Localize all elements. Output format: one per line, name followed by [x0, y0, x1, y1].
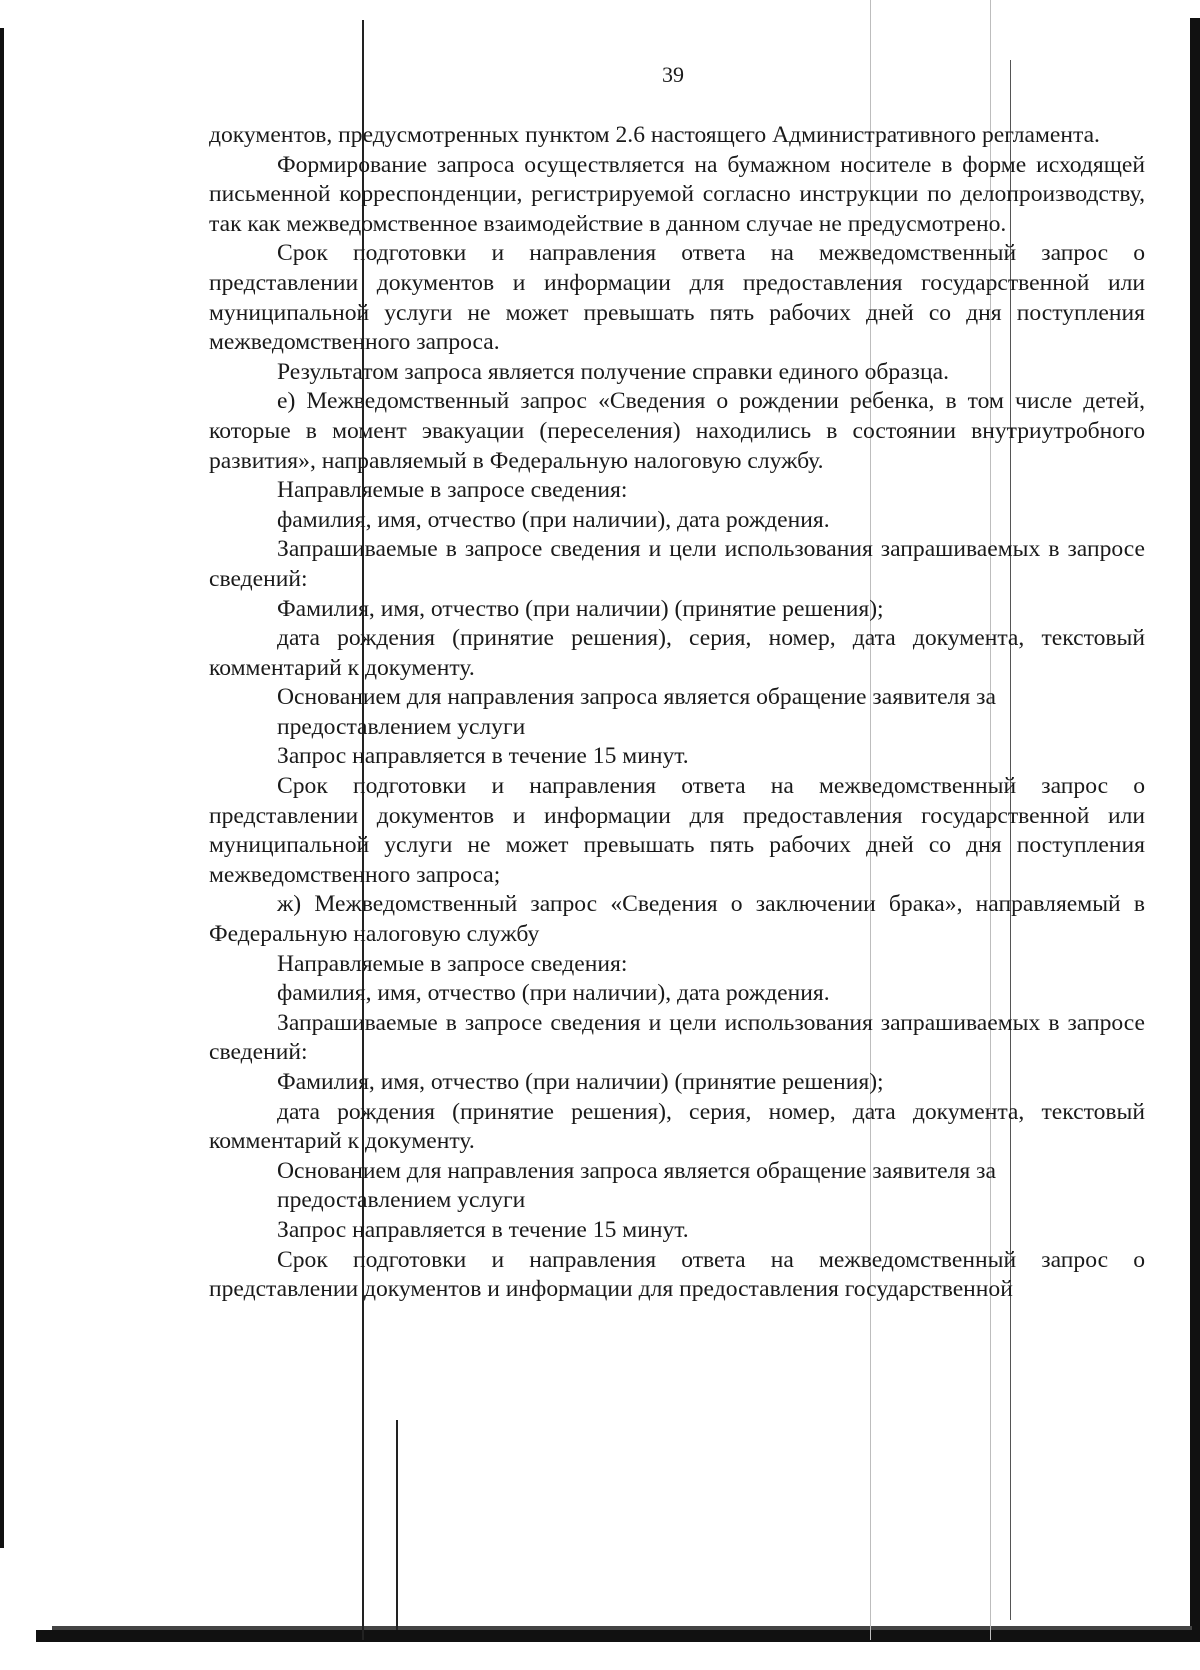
paragraph: Запрашиваемые в запросе сведения и цели использования запрашиваемых в запросе сведений: — [209, 1009, 1145, 1066]
paragraph: дата рождения (принятие решения), серия, номер, дата документа, текстовый комментарий к документу. — [209, 1098, 1145, 1155]
scan-fold-line-lower — [396, 1420, 398, 1630]
scan-edge-right — [1190, 18, 1200, 1640]
paragraph: фамилия, имя, отчество (при наличии), дата рождения. — [277, 980, 830, 1007]
paragraph: Срок подготовки и направления ответа на межведомственный запрос о представлении документов и информации для предоставления государственной — [209, 1246, 1145, 1303]
scan-edge-left — [0, 28, 4, 1548]
paragraph: Срок подготовки и направления ответа на межведомственный запрос о представлении документов и информации для предоставления государственной или муниципальной услуги не может превышать пять рабочих дней со дня поступления межведомственного запроса. — [209, 240, 1145, 356]
paragraph: Основанием для направления запроса является обращение заявителя за предоставлением услуги — [277, 684, 996, 740]
paragraph: Срок подготовки и направления ответа на межведомственный запрос о представлении документов и информации для предоставления государственной или муниципальной услуги не может превышать пять рабочих дней со дня поступления межведомственного запроса; — [209, 773, 1145, 888]
paragraph: документов, предусмотренных пунктом 2.6 настоящего Административного регламента. — [209, 122, 1100, 148]
page-number: 39 — [662, 62, 684, 87]
paragraph: Запрашиваемые в запросе сведения и цели использования запрашиваемых в запросе сведений: — [209, 536, 1145, 592]
paragraph: Фамилия, имя, отчество (при наличии) (принятие решения); — [277, 595, 884, 622]
paragraph: фамилия, имя, отчество (при наличии), дата рождения. — [277, 506, 830, 533]
paragraph: Результатом запроса является получение справки единого образца. — [277, 358, 949, 385]
paragraph: Направляемые в запросе сведения: — [277, 950, 628, 977]
scan-edge-bottom — [36, 1630, 1200, 1642]
paragraph: Направляемые в запросе сведения: — [277, 477, 628, 504]
paragraph: Формирование запроса осуществляется на бумажном носителе в форме исходящей письменной корреспонденции, регистрируемой согласно инструкции по делопроизводству, так как межведомственное взаимодействие в данном случае не предусмотрено. — [209, 151, 1145, 237]
paragraph: Фамилия, имя, отчество (при наличии) (принятие решения); — [277, 1069, 884, 1095]
document-body — [209, 121, 1145, 1305]
paragraph: Запрос направляется в течение 15 минут. — [277, 1216, 689, 1243]
paragraph: Запрос направляется в течение 15 минут. — [277, 743, 689, 770]
paragraph: дата рождения (принятие решения), серия, номер, дата документа, текстовый комментарий к документу. — [209, 625, 1145, 681]
paragraph: Основанием для направления запроса является обращение заявителя за предоставлением услуги — [277, 1157, 996, 1214]
paragraph: ж) Межведомственный запрос «Сведения о заключении брака», направляемый в Федеральную налоговую службу — [209, 891, 1145, 948]
paragraph: е) Межведомственный запрос «Сведения о рождении ребенка, в том числе детей, которые в момент эвакуации (переселения) находились в состоянии внутриутробного развития», направляемый в Федеральную налоговую службу. — [209, 388, 1145, 474]
